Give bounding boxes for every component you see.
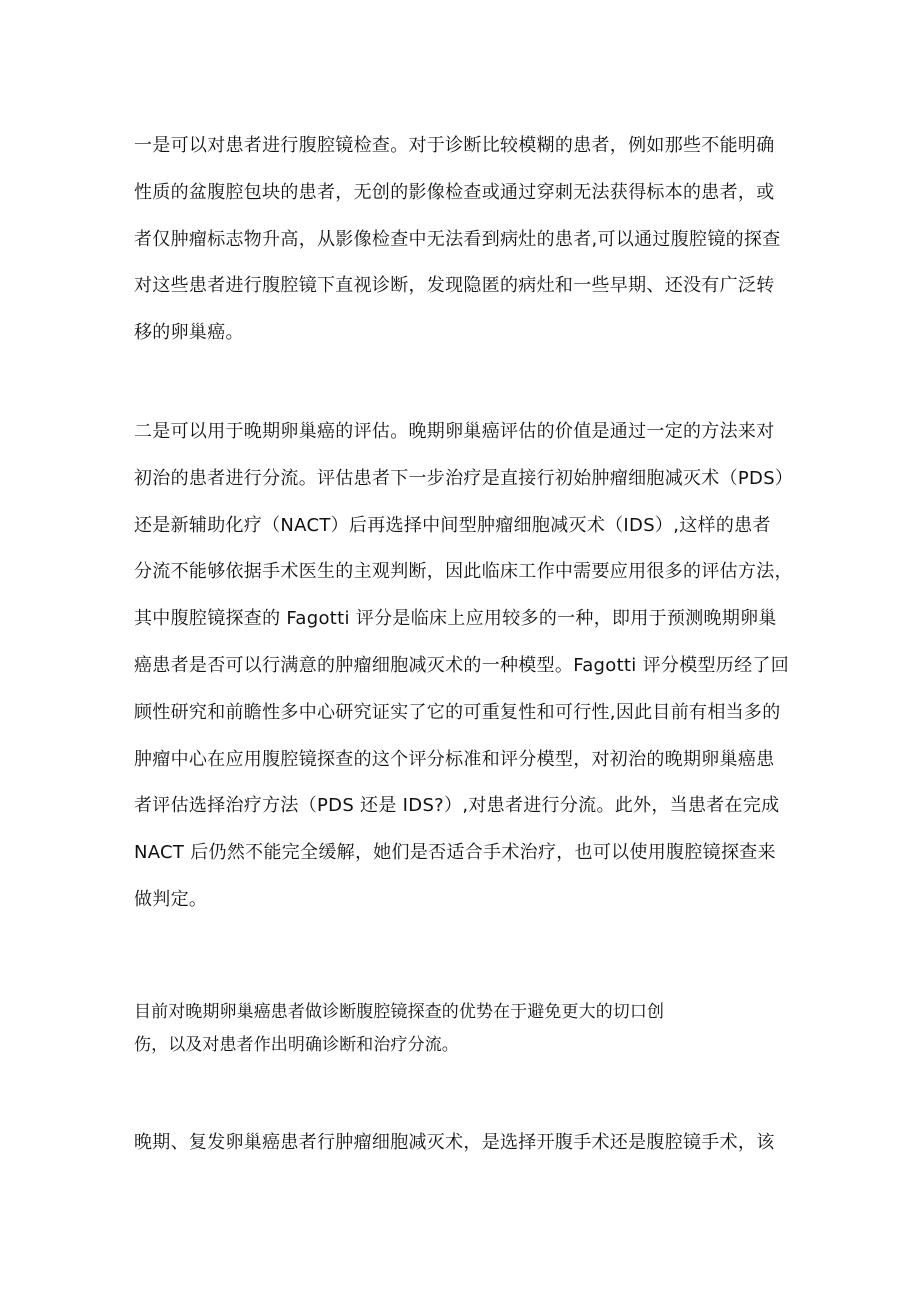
text-line: 二是可以用于晚期卵巢癌的评估。晚期卵巢癌评估的价值是通过一定的方法来对 bbox=[134, 421, 775, 442]
text-line: 分流不能够依据手术医生的主观判断，因此临床工作中需要应用很多的评估方法， bbox=[134, 561, 793, 583]
paragraph-cytoreductive-surgery-choice bbox=[134, 1120, 799, 1166]
text-line: 肿瘤中心在应用腹腔镜探查的这个评分标准和评分模型，对初治的晚期卵巢癌患 bbox=[134, 748, 775, 770]
text-line: 做判定。 bbox=[134, 888, 208, 910]
text-line: 者仅肿瘤标志物升高，从影像检查中无法看到病灶的患者,可以通过腹腔镜的探查 bbox=[134, 228, 781, 250]
paragraph-diagnostic-laparoscopy-advantage bbox=[134, 996, 799, 1062]
text-line: 一是可以对患者进行腹腔镜检查。对于诊断比较模糊的患者，例如那些不能明确 bbox=[134, 135, 775, 156]
text-line: 目前对晚期卵巢癌患者做诊断腹腔镜探查的优势在于避免更大的切口创 bbox=[134, 1002, 665, 1022]
text-line: 性质的盆腹腔包块的患者，无创的影像检查或通过穿刺无法获得标本的患者，或 bbox=[134, 181, 775, 203]
text-line: NACT 后仍然不能完全缓解，她们是否适合手术治疗，也可以使用腹腔镜探查来 bbox=[134, 842, 776, 864]
paragraph-laparoscopic-diagnosis bbox=[134, 123, 799, 357]
text-line: 伤，以及对患者作出明确诊断和治疗分流。 bbox=[134, 1035, 459, 1055]
text-line: 顾性研究和前瞻性多中心研究证实了它的可重复性和可行性,因此目前有相当多的 bbox=[134, 701, 781, 723]
text-line: 初治的患者进行分流。评估患者下一步治疗是直接行初始肿瘤细胞减灭术（PDS） bbox=[134, 467, 794, 489]
text-line: 晚期、复发卵巢癌患者行肿瘤细胞减灭术，是选择开腹手术还是腹腔镜手术，该 bbox=[134, 1132, 775, 1153]
text-line: 者评估选择治疗方法（PDS 还是 IDS?）,对患者进行分流。此外，当患者在完成 bbox=[134, 795, 780, 817]
text-line: 移的卵巢癌。 bbox=[134, 322, 244, 344]
text-line: 对这些患者进行腹腔镜下直视诊断，发现隐匿的病灶和一些早期、还没有广泛转 bbox=[134, 275, 775, 297]
text-line: 其中腹腔镜探查的 Fagotti 评分是临床上应用较多的一种，即用于预测晚期卵巢 bbox=[134, 608, 777, 630]
text-line: 还是新辅助化疗（NACT）后再选择中间型肿瘤细胞减灭术（IDS）,这样的患者 bbox=[134, 514, 771, 536]
paragraph-advanced-ovarian-cancer-assessment bbox=[134, 409, 799, 924]
text-line: 癌患者是否可以行满意的肿瘤细胞减灭术的一种模型。Fagotti 评分模型历经了回 bbox=[134, 654, 790, 676]
